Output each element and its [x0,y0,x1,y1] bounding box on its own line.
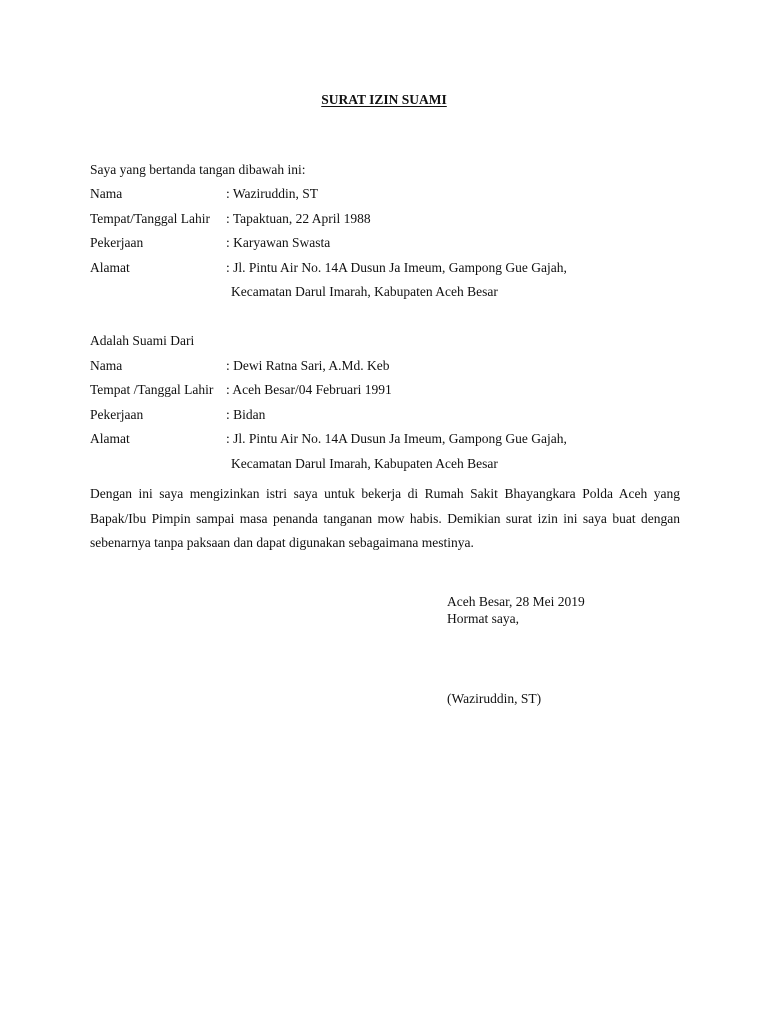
wife-address-label: Alamat [90,431,130,446]
statement-paragraph: Dengan ini saya mengizinkan istri saya untuk bekerja di Rumah Sakit Bhayangkara Polda Aceh yang Bapak/Ibu Pimpin sampai masa penanda tanganan mow habis. Demikian surat izin ini saya buat dengan sebenarnya tanpa paksaan dan dapat digunakan sebagaimana mestinya. [90,486,680,550]
wife-birth-value: : Aceh Besar/04 Februari 1991 [226,382,392,397]
wife-name-value: : Dewi Ratna Sari, A.Md. Keb [226,358,390,373]
husband-name-value: : Waziruddin, ST [226,186,319,201]
husband-birth-value: : Tapaktuan, 22 April 1988 [226,211,371,226]
closing-text: Hormat saya, [447,611,519,626]
intro-text: Saya yang bertanda tangan dibawah ini: [90,162,306,177]
wife-birth-label: Tempat /Tanggal Lahir [90,382,214,397]
husband-birth-label: Tempat/Tanggal Lahir [90,211,210,226]
wife-job-label: Pekerjaan [90,407,144,422]
husband-address-continuation: Kecamatan Darul Imarah, Kabupaten Aceh Besar [231,284,498,299]
husband-address-label: Alamat [90,260,130,275]
wife-job-value: : Bidan [226,407,266,422]
wife-name-label: Nama [90,358,123,373]
husband-job-label: Pekerjaan [90,235,144,250]
signatory-name: (Waziruddin, ST) [447,691,542,706]
letter-title: SURAT IZIN SUAMI [321,92,447,107]
wife-address-continuation: Kecamatan Darul Imarah, Kabupaten Aceh Besar [231,456,498,471]
place-date: Aceh Besar, 28 Mei 2019 [447,594,585,609]
husband-job-value: : Karyawan Swasta [226,235,331,250]
husband-address-value: : Jl. Pintu Air No. 14A Dusun Ja Imeum, Gampong Gue Gajah, [226,260,567,275]
spouse-heading: Adalah Suami Dari [90,333,195,348]
husband-name-label: Nama [90,186,123,201]
wife-address-value: : Jl. Pintu Air No. 14A Dusun Ja Imeum, Gampong Gue Gajah, [226,431,567,446]
